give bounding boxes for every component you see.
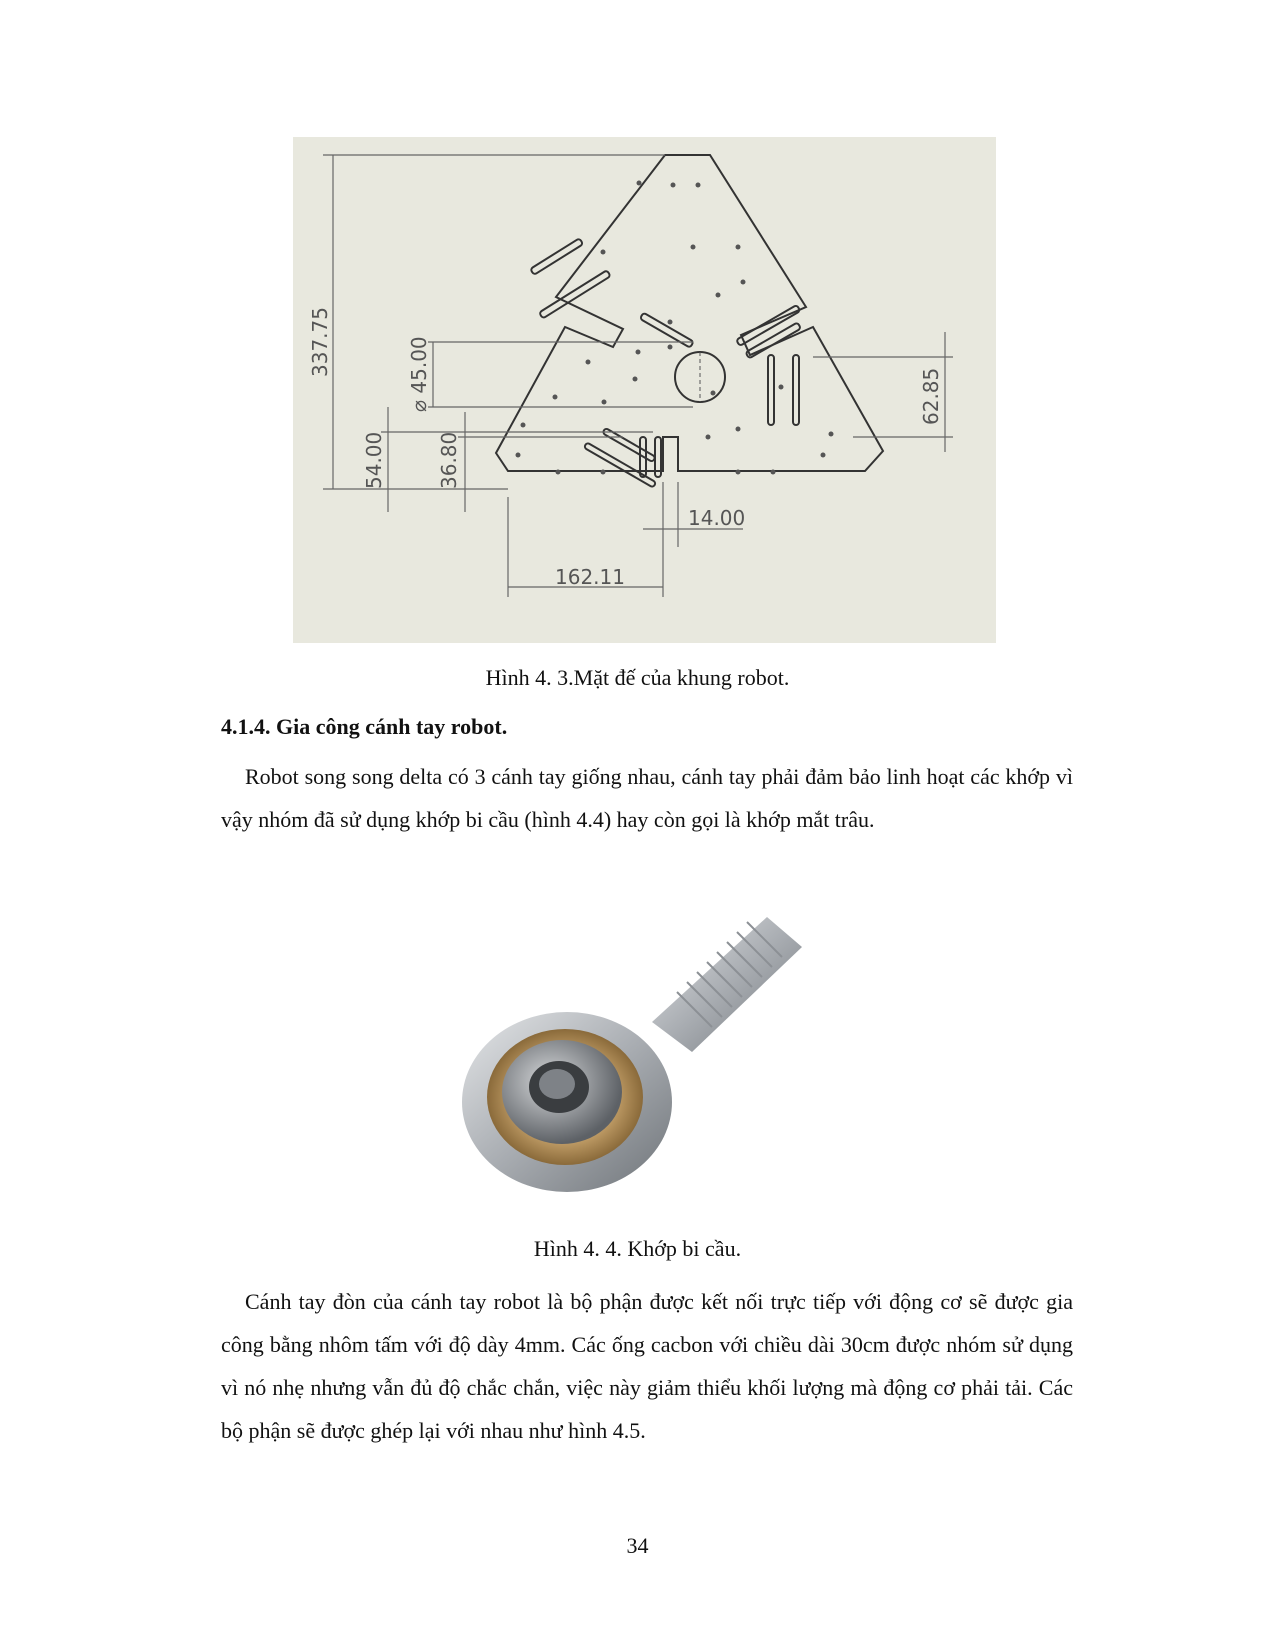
dim-slot-width: 14.00 — [688, 506, 746, 530]
dim-left-offset-2: 36.80 — [437, 431, 461, 489]
paragraph-1: Robot song song delta có 3 cánh tay giống nhau, cánh tay phải đảm bảo linh hoạt các khớp vì vậy nhóm đã sử dụng khớp bi cầu (hình 4.4) hay còn gọi là khớp mắt trâu. — [221, 764, 1073, 832]
plate-outline — [496, 155, 883, 471]
section-heading: 4.1.4. Gia công cánh tay robot. — [221, 714, 508, 739]
dim-half-base: 162.11 — [555, 565, 625, 589]
paragraph-2: Cánh tay đòn của cánh tay robot là bộ phận được kết nối trực tiếp với động cơ sẽ được gia công bằng nhôm tấm với độ dày 4mm. Các ống cacbon với chiều dài 30cm được nhóm sử dụng vì nó nhẹ nhưng vẫn đủ độ chắc chắn, việc này giảm thiểu khối lượng mà động cơ phải tải. Các bộ phận sẽ được ghép lại với nhau như hình 4.5. — [221, 1289, 1073, 1443]
dim-left-offset-1: 54.00 — [362, 431, 386, 489]
ball-joint-photo — [447, 902, 847, 1216]
figure-caption-2: Hình 4. 4. Khớp bi cầu. — [533, 1236, 742, 1261]
slots — [530, 238, 801, 487]
base-plate-drawing — [293, 137, 996, 643]
mounting-holes — [516, 181, 834, 475]
dim-height-total: 337.75 — [308, 307, 332, 377]
dim-right-offset: 62.85 — [919, 367, 943, 425]
page-number: 34 — [626, 1533, 649, 1558]
threaded-shank — [652, 917, 802, 1052]
figure-caption-1: Hình 4. 3.Mặt đế của khung robot. — [485, 665, 790, 690]
dim-hole-diameter: ⌀ 45.00 — [407, 336, 431, 412]
